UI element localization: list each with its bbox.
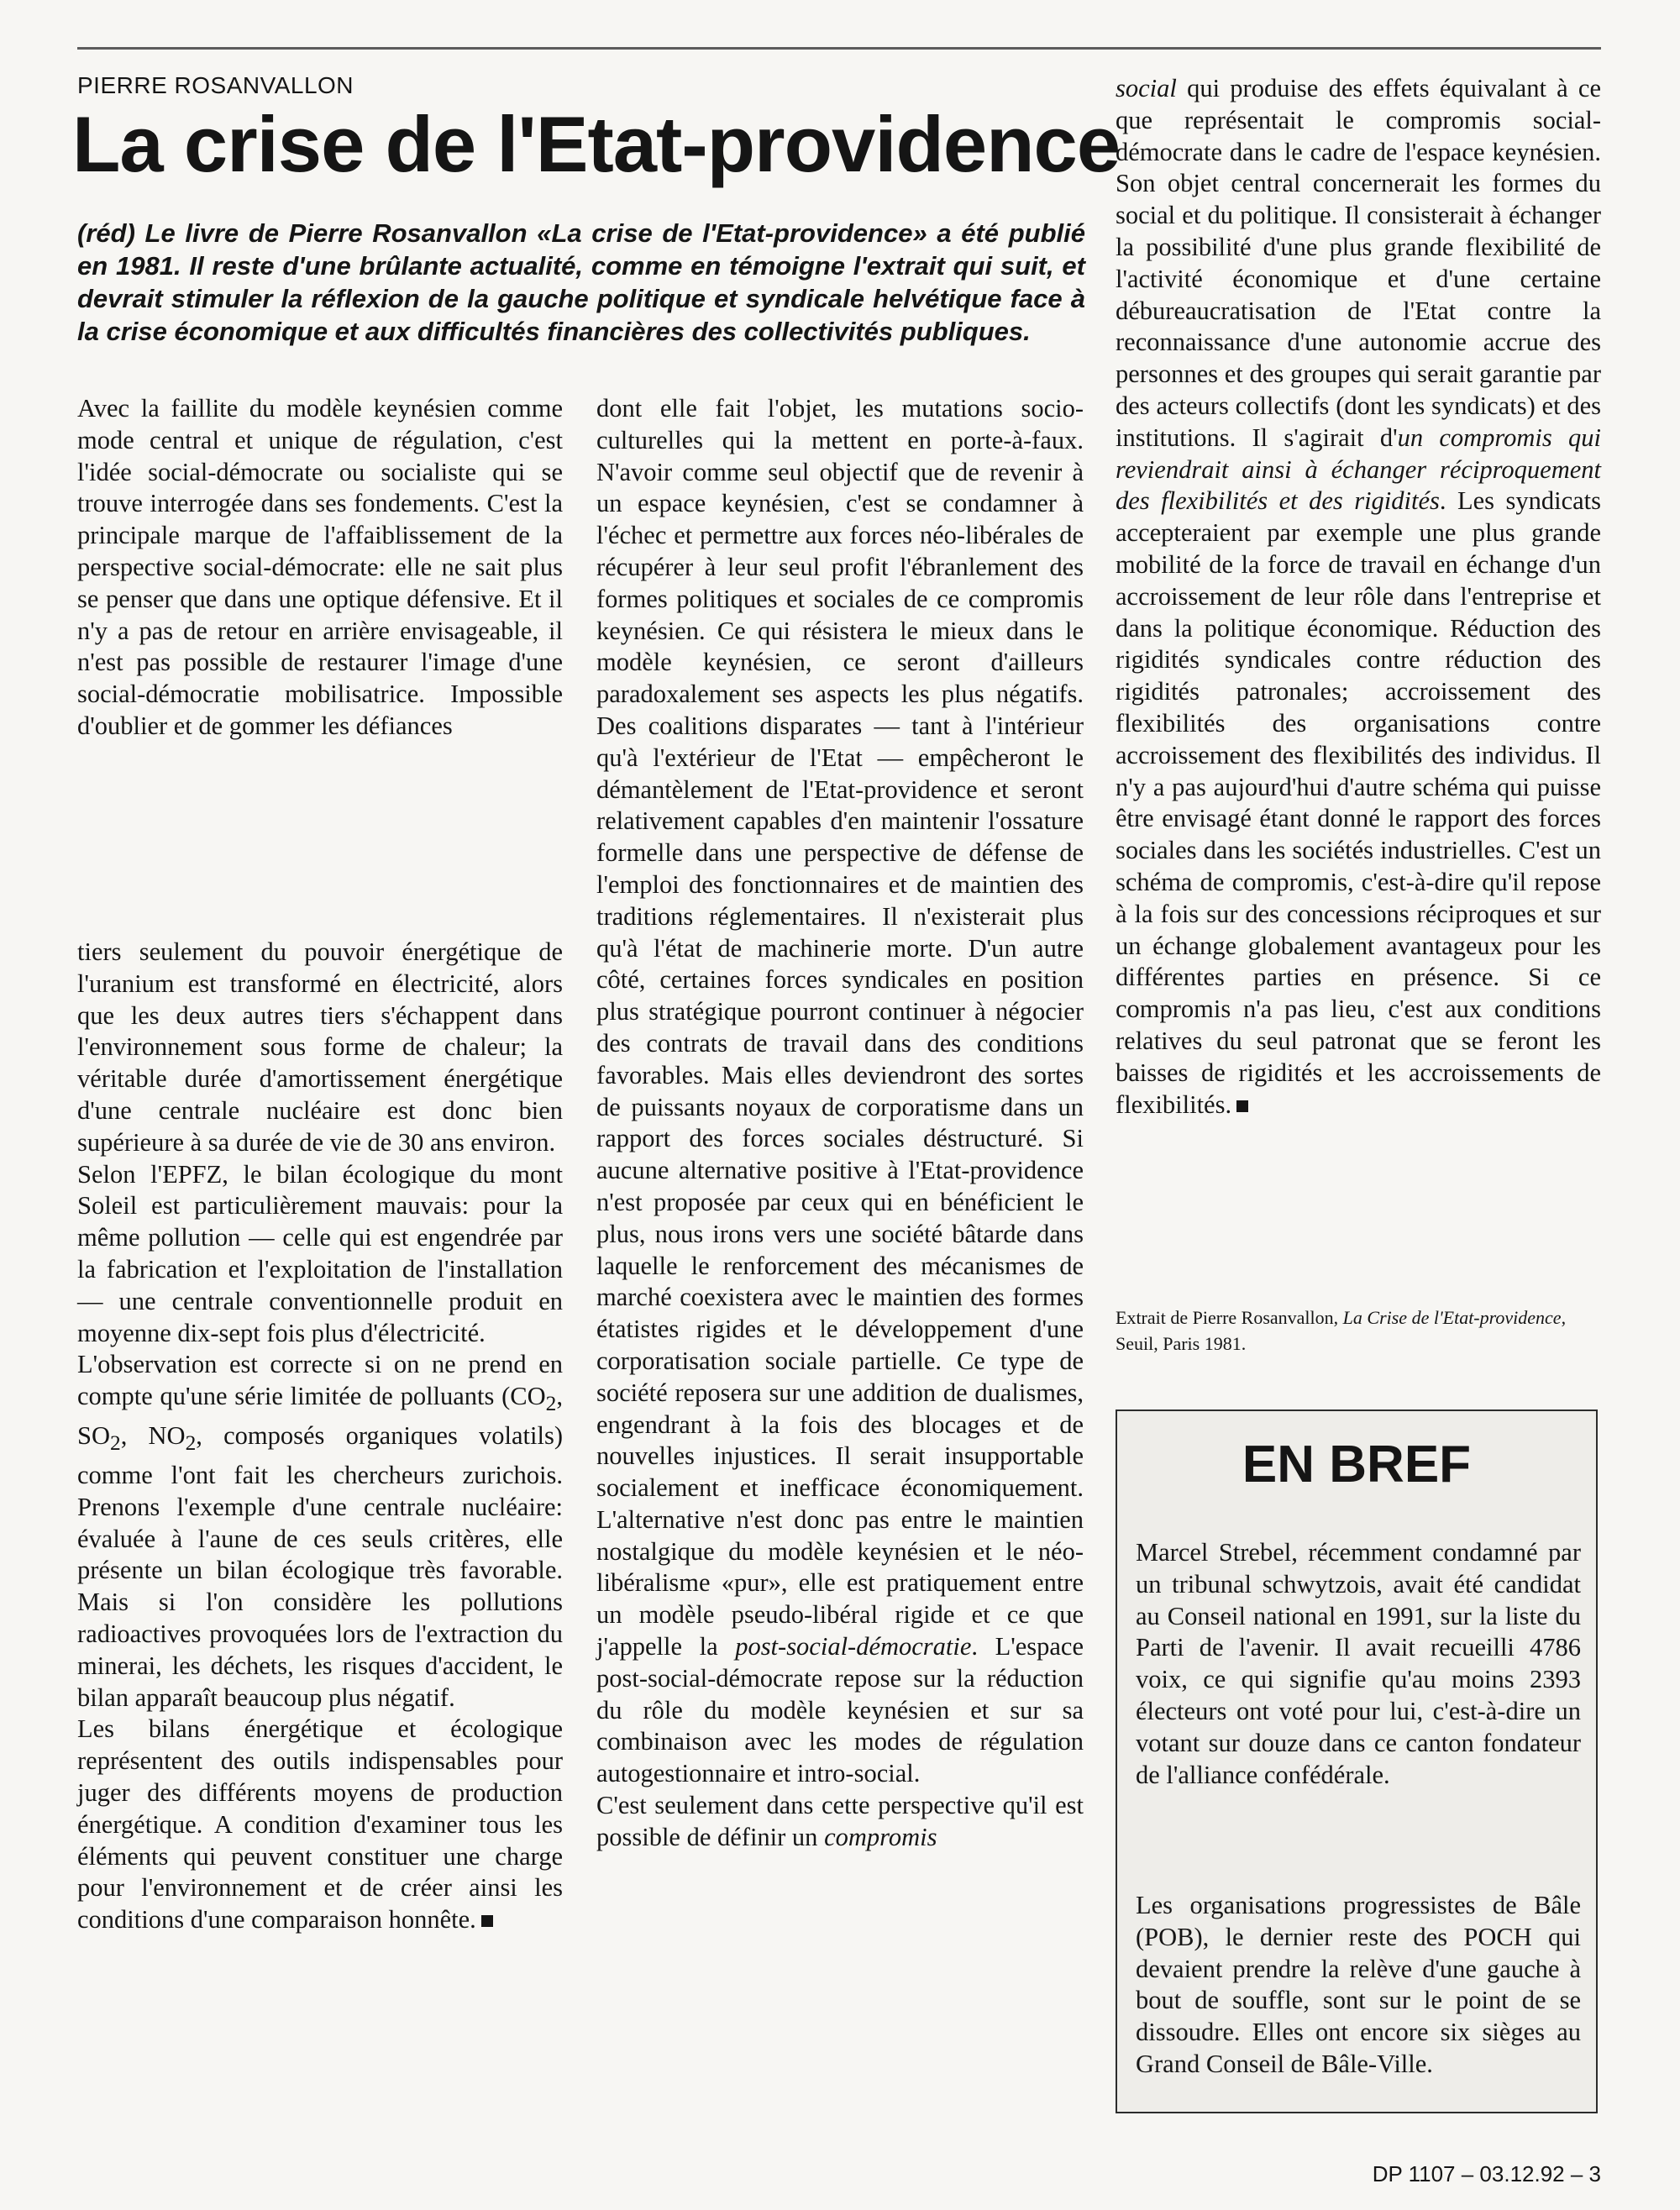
col3-text-1: qui produise des effets équivalant à ce que représentait le compromis social-démocrate dans le cadre de l'espace keynésien. Son objet central concernerait les formes du social et du politique. Il consisterait à échanger la possibilité d'une plus grande flexibilité de l'activité économique et d'une certaine débureaucratisation de l'Etat contre la reconnaissance d'une autonomie accrue des personnes et des groupes qui serait garantie par des acteurs collectifs (dont les syndicats) et des institutions. Il s'agirait d'	[1116, 74, 1601, 452]
column-1-top	[77, 393, 563, 743]
top-rule	[77, 47, 1601, 50]
end-mark-icon	[481, 1915, 493, 1927]
col1-top-paragraph: Avec la faillite du modèle keynésien comme mode central et unique de régulation, c'est l'idée social-démocrate ou socialiste qui se trouve interrogée dans ses fondements. C'est la principale marque de l'affaiblissement de la perspective social-démocrate: elle ne sait plus se penser que dans une optique défensive. Et il n'y a pas de retour en arrière envisageable, il n'est pas possible de restaurer l'image d'une social-démocratie mobilisatrice. Impossible d'oublier et de gommer les défiances	[77, 394, 563, 740]
source-book-title: La Crise de l'Etat-providence	[1342, 1307, 1562, 1328]
energy-paragraph-4	[77, 1714, 563, 1936]
source-citation	[1116, 1304, 1601, 1357]
column-1-bottom	[77, 937, 563, 1936]
subscript-2: 2	[545, 1392, 557, 1416]
col2-paragraph-2	[596, 1790, 1084, 1854]
article-title: La crise de l'Etat-providence	[72, 100, 1121, 188]
col2-p1-text-b: . L'espace post-social-démocrate repose sur la réduction du rôle du modèle keynésien et sur sa combinaison avec les modes de régulation autogestionnaire et intro-social.	[596, 1632, 1084, 1788]
column-3	[1116, 73, 1601, 1121]
source-prefix: Extrait de Pierre Rosanvallon,	[1116, 1307, 1343, 1328]
en-bref-title: EN BREF	[1242, 1436, 1472, 1493]
subscript-2: 2	[110, 1431, 121, 1456]
col2-p1-emphasis: post-social-démocratie	[735, 1632, 972, 1661]
source-suffix: , Seuil, Paris 1981.	[1116, 1307, 1567, 1354]
source-line	[1116, 1304, 1601, 1357]
article-lead: (réd) Le livre de Pierre Rosanvallon «La crise de l'Etat-providence» a été publié en 1981. Il reste d'une brûlante actualité, comme en témoigne l'extrait qui suit, et devrait stimuler la réflexion de la gauche politique et syndicale helvétique face à la crise économique et aux difficultés financières des collectivités publiques.	[77, 218, 1085, 346]
energy-paragraph-1: tiers seulement du pouvoir énergétique de l'uranium est transformé en électricité, alors que les deux autres tiers s'échappent dans l'environnement sous forme de chaleur; la véritable durée d'amortissement énergétique d'une centrale nucléaire est donc bien supérieure à sa durée de vie de 30 ans environ.	[77, 937, 563, 1157]
energy-paragraph-3	[77, 1349, 563, 1714]
energy-paragraph-3-text-a: L'observation est correcte si on ne prend en compte qu'une série limitée de polluants (CO	[77, 1350, 563, 1411]
en-bref-item-1: Marcel Strebel, récemment condamné par un tribunal schwytzois, avait été candidat au Conseil national en 1991, sur la liste du Parti de l'avenir. Il avait recueilli 4786 voix, ce qui signifie qu'au moins 2393 électeurs ont voté pour lui, c'est-à-dire un votant sur douze dans ce canton fondateur de l'alliance confédérale.	[1136, 1538, 1581, 1789]
col2-p2-emphasis: compromis	[824, 1822, 937, 1851]
col3-emphasis-1: social	[1116, 74, 1177, 102]
en-bref-box	[1116, 1409, 1598, 2113]
col2-p2-text: C'est seulement dans cette perspective qu'il est possible de définir un	[596, 1791, 1084, 1851]
en-bref-item-2: Les organisations progressistes de Bâle (POB), le dernier reste des POCH qui devaient prendre la relève d'une gauche à bout de souffle, sont sur le point de se dissoudre. Elles ont encore six sièges au Grand Conseil de Bâle-Ville.	[1136, 1891, 1581, 2078]
col3-text-2: . Les syndicats accepteraient par exemple une plus grande mobilité de la force de travail en échange d'un accroissement de leur rôle dans l'entreprise et dans la politique économique. Réduction des rigidités syndicales contre réduction des rigidités patronales; accroissement des flexibilités des organisations contre accroissement des flexibilités des individus. Il n'y a pas aujourd'hui d'autre schéma qui puisse être envisagé étant donné le rapport des forces sociales dans les sociétés industrielles. C'est un schéma de compromis, c'est-à-dire qu'il repose à la fois sur des concessions réciproques et sur un échange globalement avantageux pour les différentes parties en présence. Si ce compromis n'a pas lieu, c'est aux conditions relatives du seul patronat que se feront les baisses de rigidités et les accroissements de flexibilités.	[1116, 486, 1601, 1119]
col3-paragraph	[1116, 73, 1601, 1121]
page-footer: DP 1107 – 03.12.92 – 3	[1372, 2161, 1601, 2186]
energy-paragraph-3-text-d: , composés organiques volatils) comme l'ont fait les chercheurs zurichois. Prenons l'exemple d'une centrale nucléaire: évaluée à l'aune de ces seuls critères, elle présente un bilan écologique très favorable. Mais si l'on considère les pollutions radioactives provoquées lors de l'extraction du minerai, les déchets, les risques d'accident, le bilan apparaît beaucoup plus négatif.	[77, 1421, 563, 1712]
end-mark-icon	[1236, 1100, 1248, 1112]
col2-paragraph-1	[596, 393, 1084, 1790]
energy-paragraph-4-text: Les bilans énergétique et écologique représentent des outils indispensables pour juger des différents moyens de production énergétique. A condition d'examiner tous les éléments qui peuvent constituer une charge pour l'environnement et de créer ainsi les conditions d'une comparaison honnête.	[77, 1714, 563, 1934]
col3-emphasis-2: un compromis qui reviendrait ainsi à échanger réciproquement des flexibilités et des rigidités	[1116, 423, 1601, 516]
energy-paragraph-3-text-c: , NO	[120, 1421, 186, 1451]
energy-paragraph-2: Selon l'EPFZ, le bilan écologique du mont Soleil est particulièrement mauvais: pour la même pollution — celle qui est engendrée par la fabrication et l'exploitation de l'installation — une centrale conventionnelle produit en moyenne dix-sept fois plus d'électricité.	[77, 1159, 563, 1347]
column-2	[596, 393, 1084, 1854]
author-byline: PIERRE ROSANVALLON	[77, 72, 354, 98]
col2-p1-text-a: dont elle fait l'objet, les mutations socio-culturelles qui la mettent en porte-à-faux. N'avoir comme seul objectif que de revenir à un espace keynésien, c'est se condamner à l'échec et permettre aux forces néo-libérales de récupérer à leur seul profit l'ébranlement des formes politiques et sociales de ce compromis keynésien. Ce qui résistera le mieux dans le modèle keynésien, ce seront d'ailleurs paradoxalement ses aspects les plus négatifs. Des coalitions disparates — tant à l'intérieur qu'à l'extérieur de l'Etat — empêcheront le démantèlement de l'Etat-providence et seront relativement capables d'en maintenir l'ossature formelle dans une perspective de défense de l'emploi des fonctionnaires et de maintien des traditions réglementaires. Il n'existerait plus qu'à l'état de machinerie morte. D'un autre côté, certaines forces syndicales en position plus stratégique pourront continuer à négocier des contrats de travail dans des conditions favorables. Mais elles deviendront des sortes de puissants noyaux de corporatisme dans un rapport des forces sociales déstructuré. Si aucune alternative positive à l'Etat-providence n'est proposée par ceux qui en bénéficient le plus, nous irons vers une société bâtarde dans laquelle le renforcement des mécanismes de marché coexistera avec le maintien des formes étatistes rigides et le développement d'une corporatisation sociale partielle. Ce type de société reposera sur une addition de dualismes, engendrant à la fois des blocages et de nouvelles injustices. Il serait insupportable socialement et inefficace économiquement. L'alternative n'est donc pas entre le maintien nostalgique du modèle keynésien et le néo-libéralisme «pur», elle est pratiquement entre un modèle pseudo-libéral rigide et ce que j'appelle la	[596, 394, 1084, 1661]
energy-paragraph-3-text-b: , SO	[77, 1382, 563, 1451]
subscript-2: 2	[185, 1431, 197, 1456]
